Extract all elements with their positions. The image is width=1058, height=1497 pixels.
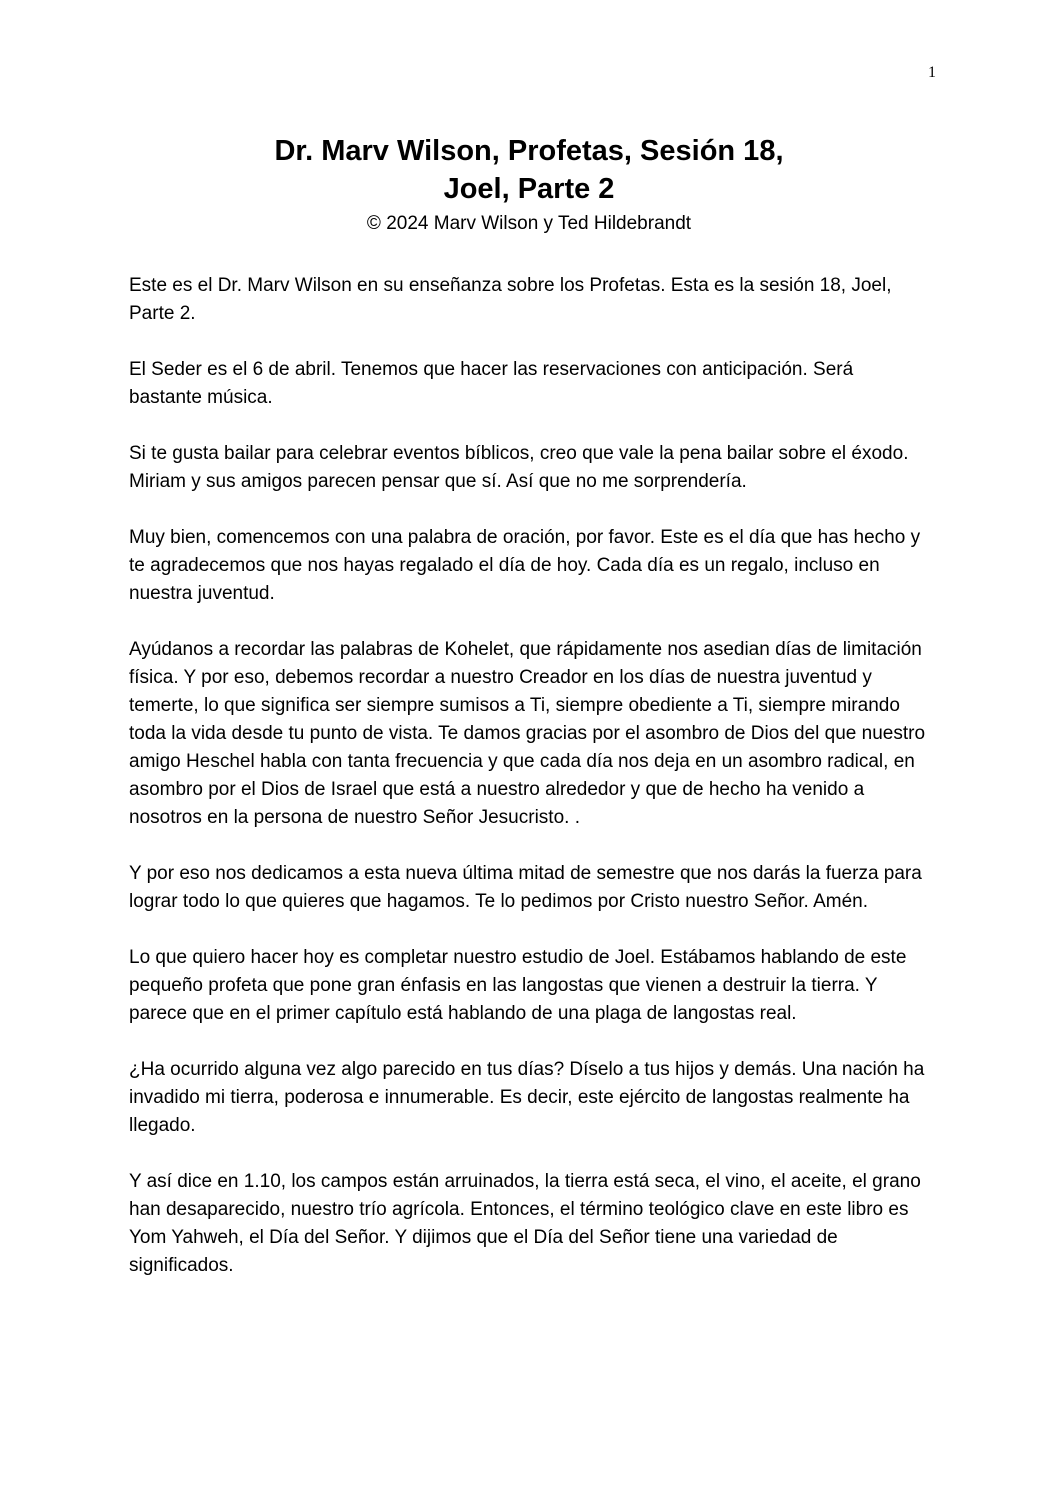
title-line-2: Joel, Parte 2 bbox=[443, 173, 615, 205]
document-header bbox=[0, 132, 1058, 236]
paragraph-6: Y por eso nos dedicamos a esta nueva última mitad de semestre que nos darás la fuerza para lograr todo lo que quieres que hagamos. Te lo pedimos por Cristo nuestro Señor. Amén. bbox=[129, 863, 922, 912]
transcript-body bbox=[129, 272, 929, 1308]
paragraph-3: Si te gusta bailar para celebrar eventos bíblicos, creo que vale la pena bailar sobre el éxodo. Miriam y sus amigos parecen pensar que sí. Así que no me sorprendería. bbox=[129, 443, 909, 492]
title-line-1: Dr. Marv Wilson, Profetas, Sesión 18, bbox=[274, 135, 784, 167]
paragraph-1: Este es el Dr. Marv Wilson en su enseñanza sobre los Profetas. Esta es la sesión 18, Joel, Parte 2. bbox=[129, 275, 892, 324]
paragraph-7: Lo que quiero hacer hoy es completar nuestro estudio de Joel. Estábamos hablando de este pequeño profeta que pone gran énfasis en las langostas que vienen a destruir la tierra. Y parece que en el primer capítulo está hablando de una plaga de langostas real. bbox=[129, 947, 907, 1024]
paragraph-2: El Seder es el 6 de abril. Tenemos que hacer las reservaciones con anticipación. Será bastante música. bbox=[129, 359, 854, 408]
paragraph-9: Y así dice en 1.10, los campos están arruinados, la tierra está seca, el vino, el aceite, el grano han desaparecido, nuestro trío agrícola. Entonces, el término teológico clave en este libro es Yom Yahweh, el Día del Señor. Y dijimos que el Día del Señor tiene una variedad de significados. bbox=[129, 1171, 921, 1276]
paragraph-8: ¿Ha ocurrido alguna vez algo parecido en tus días? Díselo a tus hijos y demás. Una nación ha invadido mi tierra, poderosa e innumerable. Es decir, este ejército de langostas realmente ha llegado. bbox=[129, 1059, 925, 1136]
paragraph-4: Muy bien, comencemos con una palabra de oración, por favor. Este es el día que has hecho y te agradecemos que nos hayas regalado el día de hoy. Cada día es un regalo, incluso en nuestra juventud. bbox=[129, 527, 921, 604]
page-number: 1 bbox=[928, 64, 936, 81]
paragraph-5: Ayúdanos a recordar las palabras de Kohelet, que rápidamente nos asedian días de limitación física. Y por eso, debemos recordar a nuestro Creador en los días de nuestra juventud y temerte, lo que significa ser siempre sumisos a Ti, siempre obediente a Ti, siempre mirando toda la vida desde tu punto de vista. Te damos gracias por el asombro de Dios del que nuestro amigo Heschel habla con tanta frecuencia y que cada día nos deja en un asombro radical, en asombro por el Dios de Israel que está a nuestro alrededor y que de hecho ha venido a nosotros en la persona de nuestro Señor Jesucristo. . bbox=[129, 639, 926, 828]
copyright-notice: © 2024 Marv Wilson y Ted Hildebrandt bbox=[366, 213, 692, 234]
document-title bbox=[0, 132, 1058, 208]
